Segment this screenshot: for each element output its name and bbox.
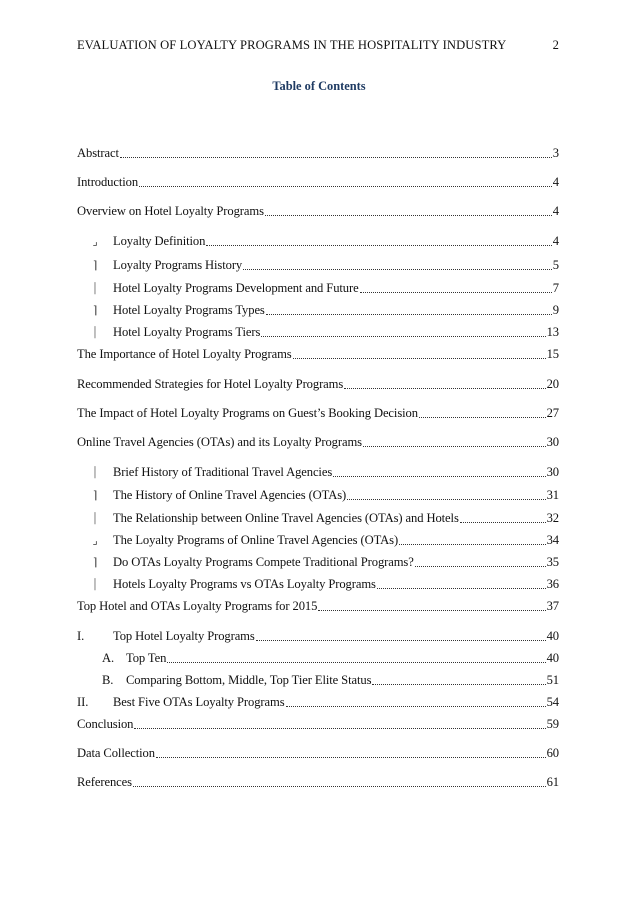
toc-entry-development-future[interactable]: [77, 281, 559, 297]
toc-entry-label: The Loyalty Programs of Online Travel Agencies (OTAs): [113, 533, 399, 547]
toc-entry-traditional-agencies[interactable]: [77, 465, 559, 481]
toc-entry-label: Abstract: [77, 146, 119, 160]
toc-entry-page: 30: [546, 465, 559, 479]
toc-entry-introduction[interactable]: [77, 175, 559, 191]
toc-entry-page: 36: [546, 577, 559, 591]
bullet-icon: ⏐: [91, 327, 99, 339]
toc-entry-label: Loyalty Programs History: [113, 258, 243, 272]
toc-entry-page: 40: [546, 651, 559, 665]
toc-entry-references[interactable]: [77, 775, 559, 791]
toc-entry-page: 4: [552, 204, 559, 218]
toc-entry-top-ten[interactable]: [102, 651, 559, 667]
toc-entry-label: Hotel Loyalty Programs Tiers: [113, 325, 261, 339]
toc-entry-overview[interactable]: [77, 204, 559, 220]
toc-entry-abstract[interactable]: [77, 146, 559, 162]
dot-leader: [363, 445, 546, 447]
dot-leader: [377, 587, 546, 589]
toc-entry-label: The Importance of Hotel Loyalty Programs: [77, 347, 292, 361]
toc-entry-top-2015[interactable]: [77, 599, 559, 615]
dot-leader: [206, 244, 552, 246]
bullet-icon: ⌉: [92, 557, 98, 569]
toc-entry-compete[interactable]: [77, 555, 559, 571]
toc-entry-page: 27: [546, 406, 559, 420]
bullet-icon: ⌟: [92, 236, 98, 248]
toc-entry-otas[interactable]: [77, 435, 559, 451]
toc-entry-label: The Relationship between Online Travel Agencies (OTAs) and Hotels: [113, 511, 459, 525]
bullet-icon: ⏐: [91, 579, 99, 591]
dot-leader: [286, 705, 546, 707]
dot-leader: [415, 565, 546, 567]
toc-entry-marker: B.: [102, 673, 114, 687]
bullet-icon: ⌉: [92, 305, 98, 317]
toc-entry-page: 9: [552, 303, 559, 317]
toc-entry-page: 5: [552, 258, 559, 272]
toc-entry-page: 40: [546, 629, 559, 643]
toc-entry-otas-history[interactable]: [77, 488, 559, 504]
toc-entry-page: 15: [546, 347, 559, 361]
toc-entry-page: 13: [546, 325, 559, 339]
toc-entry-comparing-tiers[interactable]: [102, 673, 559, 689]
toc-entry-label: Top Ten: [126, 651, 167, 665]
toc-entry-otas-hotels[interactable]: [77, 511, 559, 527]
dot-leader: [460, 521, 546, 523]
toc-entry-label: Do OTAs Loyalty Programs Compete Traditional Programs?: [113, 555, 414, 569]
toc-entry-page: 54: [546, 695, 559, 709]
toc-entry-label: Top Hotel Loyalty Programs: [113, 629, 255, 643]
toc-entry-page: 3: [552, 146, 559, 160]
toc-entry-page: 20: [546, 377, 559, 391]
toc-entry-data-collection[interactable]: [77, 746, 559, 762]
toc-entry-otas-loyalty[interactable]: [77, 533, 559, 549]
toc-entry-label: The History of Online Travel Agencies (OTAs): [113, 488, 347, 502]
toc-entry-label: Best Five OTAs Loyalty Programs: [113, 695, 285, 709]
toc-entry-label: Recommended Strategies for Hotel Loyalty Programs: [77, 377, 344, 391]
dot-leader: [419, 416, 546, 418]
toc-entry-page: 30: [546, 435, 559, 449]
toc-entry-page: 7: [552, 281, 559, 295]
toc-entry-label: Overview on Hotel Loyalty Programs: [77, 204, 264, 218]
toc-entry-label: References: [77, 775, 132, 789]
toc-entry-page: 4: [552, 175, 559, 189]
bullet-icon: ⏐: [91, 467, 99, 479]
dot-leader: [167, 661, 545, 663]
toc-entry-impact[interactable]: [77, 406, 559, 422]
toc-entry-page: 51: [546, 673, 559, 687]
toc-entry-marker: A.: [102, 651, 115, 665]
toc-entry-page: 35: [546, 555, 559, 569]
toc-entry-page: 32: [546, 511, 559, 525]
dot-leader: [399, 543, 546, 545]
dot-leader: [333, 475, 545, 477]
dot-leader: [133, 785, 546, 787]
dot-leader: [360, 291, 552, 293]
toc-entry-label: Loyalty Definition: [113, 234, 206, 248]
toc-entry-page: 61: [546, 775, 559, 789]
bullet-icon: ⌟: [92, 535, 98, 547]
toc-entry-label: Hotel Loyalty Programs Development and Future: [113, 281, 359, 295]
toc-entry-top-hotel[interactable]: [77, 629, 559, 645]
toc-entry-label: Top Hotel and OTAs Loyalty Programs for 2015: [77, 599, 318, 613]
dot-leader: [243, 268, 552, 270]
dot-leader: [372, 683, 545, 685]
toc-title: Table of Contents: [272, 79, 366, 93]
dot-leader: [261, 335, 545, 337]
dot-leader: [318, 609, 545, 611]
toc-entry-page: 31: [546, 488, 559, 502]
toc-entry-label: Comparing Bottom, Middle, Top Tier Elite Status: [126, 673, 372, 687]
toc-entry-page: 60: [546, 746, 559, 760]
dot-leader: [156, 756, 546, 758]
toc-entry-label: Hotels Loyalty Programs vs OTAs Loyalty Programs: [113, 577, 376, 591]
dot-leader: [347, 498, 545, 500]
toc-entry-hotels-vs-otas[interactable]: [77, 577, 559, 593]
dot-leader: [139, 185, 552, 187]
dot-leader: [265, 214, 552, 216]
page-number: 2: [552, 38, 559, 52]
toc-entry-best-five-otas[interactable]: [77, 695, 559, 711]
toc-entry-programs-tiers[interactable]: [77, 325, 559, 341]
toc-entry-strategies[interactable]: [77, 377, 559, 393]
toc-entry-page: 37: [546, 599, 559, 613]
toc-entry-marker: I.: [77, 629, 85, 643]
toc-entry-page: 34: [546, 533, 559, 547]
toc-entry-conclusion[interactable]: [77, 717, 559, 733]
toc-entry-page: 59: [546, 717, 559, 731]
dot-leader: [293, 357, 546, 359]
toc-entry-label: The Impact of Hotel Loyalty Programs on Guest’s Booking Decision: [77, 406, 418, 420]
dot-leader: [266, 313, 552, 315]
toc-entry-label: Brief History of Traditional Travel Agencies: [113, 465, 333, 479]
bullet-icon: ⌉: [92, 490, 98, 502]
toc-entry-loyalty-definition[interactable]: [77, 234, 559, 250]
toc-entry-marker: II.: [77, 695, 89, 709]
toc-entry-label: Conclusion: [77, 717, 134, 731]
bullet-icon: ⌉: [92, 260, 98, 272]
running-title: EVALUATION OF LOYALTY PROGRAMS IN THE HOSPITALITY INDUSTRY: [77, 38, 507, 52]
toc-entry-importance[interactable]: [77, 347, 559, 363]
dot-leader: [134, 727, 545, 729]
toc-entry-label: Online Travel Agencies (OTAs) and its Loyalty Programs: [77, 435, 362, 449]
dot-leader: [344, 387, 545, 389]
dot-leader: [120, 156, 552, 158]
bullet-icon: ⏐: [91, 513, 99, 525]
bullet-icon: ⏐: [91, 283, 99, 295]
toc-entry-page: 4: [552, 234, 559, 248]
toc-entry-label: Hotel Loyalty Programs Types: [113, 303, 265, 317]
toc-entry-label: Data Collection: [77, 746, 155, 760]
toc-entry-programs-history[interactable]: [77, 258, 559, 274]
dot-leader: [256, 639, 546, 641]
toc-entry-programs-types[interactable]: [77, 303, 559, 319]
toc-entry-label: Introduction: [77, 175, 139, 189]
